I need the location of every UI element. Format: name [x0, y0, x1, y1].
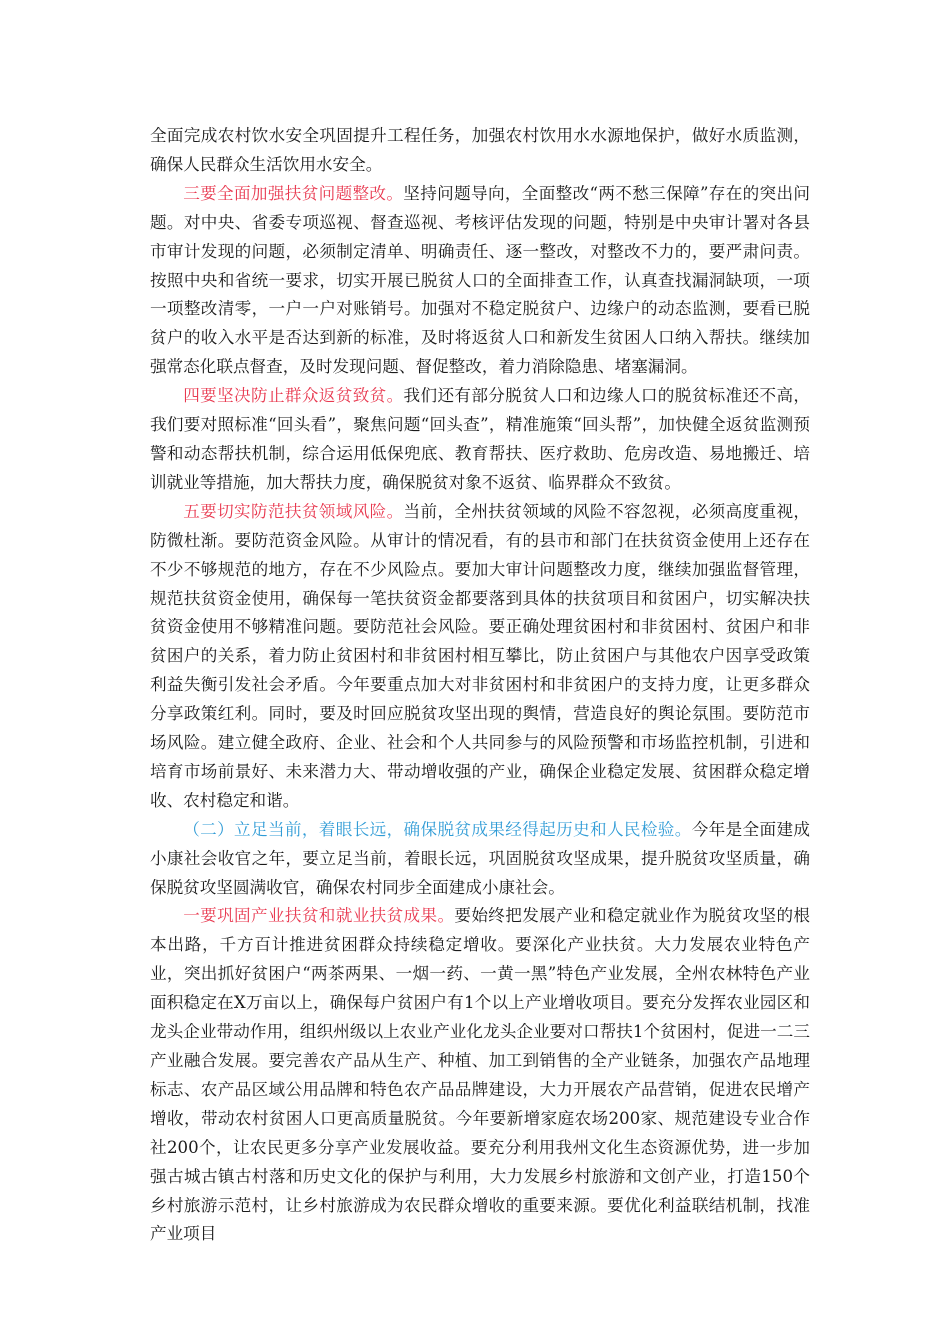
paragraph-heading: 四要坚决防止群众返贫致贫。: [183, 386, 404, 406]
document-page: [150, 122, 810, 1249]
paragraph-industry-employment: [150, 902, 810, 1249]
paragraph-body: 要始终把发展产业和稳定就业作为脱贫攻坚的根本出路，千方百计推进贫困群众持续稳定增收。要深化产业扶贫。大力发展农业特色产业，突出抓好贫困户“两茶两果、一烟一药、一黄一黑”特色产业发展，全州农林特色产业面积稳定在X万亩以上，确保每户贫困户有1个以上产业增收项目。要充分发挥农业园区和龙头企业带动作用，组织州级以上农业产业化龙头企业要对口帮扶1个贫困村，促进一二三产业融合发展。要完善农产品从生产、种植、加工到销售的全产业链条，加强农产品地理标志、农产品区域公用品牌和特色农产品品牌建设，大力开展农产品营销，促进农民增产增收，带动农村贫困人口更高质量脱贫。今年要新增家庭农场200家、规范建设专业合作社200个，让农民更多分享产业发展收益。要充分利用我州文化生态资源优势，进一步加强古城古镇古村落和历史文化的保护与利用，大力发展乡村旅游和文创产业，打造150个乡村旅游示范村，让乡村旅游成为农民群众增收的重要来源。要优化利益联结机制，找准产业项目: [150, 906, 811, 1244]
paragraph-continuation: [150, 122, 810, 180]
section-heading: （二）立足当前，着眼长远，确保脱贫成果经得起历史和人民检验。: [183, 819, 692, 839]
paragraph-body: 我们还有部分脱贫人口和边缘人口的脱贫标准还不高，我们要对照标准“回头看”，聚焦问题“回头查”，精准施策“回头帮”，加快健全返贫监测预警和动态帮扶机制，综合运用低保兜底、教育帮扶、医疗救助、危房改造、易地搬迁、培训就业等措施，加大帮扶力度，确保脱贫对象不返贫、临界群众不致贫。: [150, 386, 811, 492]
paragraph-heading: 三要全面加强扶贫问题整改。: [183, 183, 404, 203]
paragraph-section-two: [150, 816, 810, 903]
paragraph-body: 当前，全州扶贫领域的风险不容忽视，必须高度重视，防微杜渐。要防范资金风险。从审计的情况看，有的县市和部门在扶贫资金使用上还存在不少不够规范的地方，存在不少风险点。要加大审计问题整改力度，继续加强监督管理，规范扶贫资金使用，确保每一笔扶贫资金都要落到具体的扶贫项目和贫困户，切实解决扶贫资金使用不够精准问题。要防范社会风险。要正确处理贫困村和非贫困村、贫困户和非贫困户的关系，着力防止贫困村和非贫困村相互攀比，防止贫困户与其他农户因享受政策利益失衡引发社会矛盾。今年要重点加大对非贫困村和非贫困户的支持力度，让更多群众分享政策红利。同时，要及时回应脱贫攻坚出现的舆情，营造良好的舆论氛围。要防范市场风险。建立健全政府、企业、社会和个人共同参与的风险预警和市场监控机制，引进和培育市场前景好、未来潜力大、带动增收强的产业，确保企业稳定发展、贫困群众稳定增收、农村稳定和谐。: [150, 501, 811, 810]
paragraph-body: 坚持问题导向，全面整改“两不愁三保障”存在的突出问题。对中央、省委专项巡视、督查巡视、考核评估发现的问题，特别是中央审计署对各县市审计发现的问题，必须制定清单、明确责任、逐一整改，对整改不力的，要严肃问责。按照中央和省统一要求，切实开展已脱贫人口的全面排查工作，认真查找漏洞缺项，一项一项整改清零，一户一户对账销号。加强对不稳定脱贫户、边缘户的动态监测，要看已脱贫户的收入水平是否达到新的标准，及时将返贫人口和新发生贫困人口纳入帮扶。继续加强常态化联点督查，及时发现问题、督促整改，着力消除隐患、堵塞漏洞。: [150, 183, 811, 377]
paragraph-prevent-return-poverty: [150, 382, 810, 498]
paragraph-rectification: [150, 180, 810, 382]
paragraph-heading: 五要切实防范扶贫领域风险。: [183, 501, 404, 521]
paragraph-body: 今年是全面建成小康社会收官之年，要立足当前，着眼长远，巩固脱贫攻坚成果，提升脱贫攻坚质量，确保脱贫攻坚圆满收官，确保农村同步全面建成小康社会。: [150, 819, 810, 897]
paragraph-risk-prevention: [150, 498, 810, 816]
paragraph-heading: 一要巩固产业扶贫和就业扶贫成果。: [183, 906, 455, 926]
paragraph-body: 全面完成农村饮水安全巩固提升工程任务，加强农村饮用水水源地保护，做好水质监测，确保人民群众生活饮用水安全。: [150, 126, 810, 174]
